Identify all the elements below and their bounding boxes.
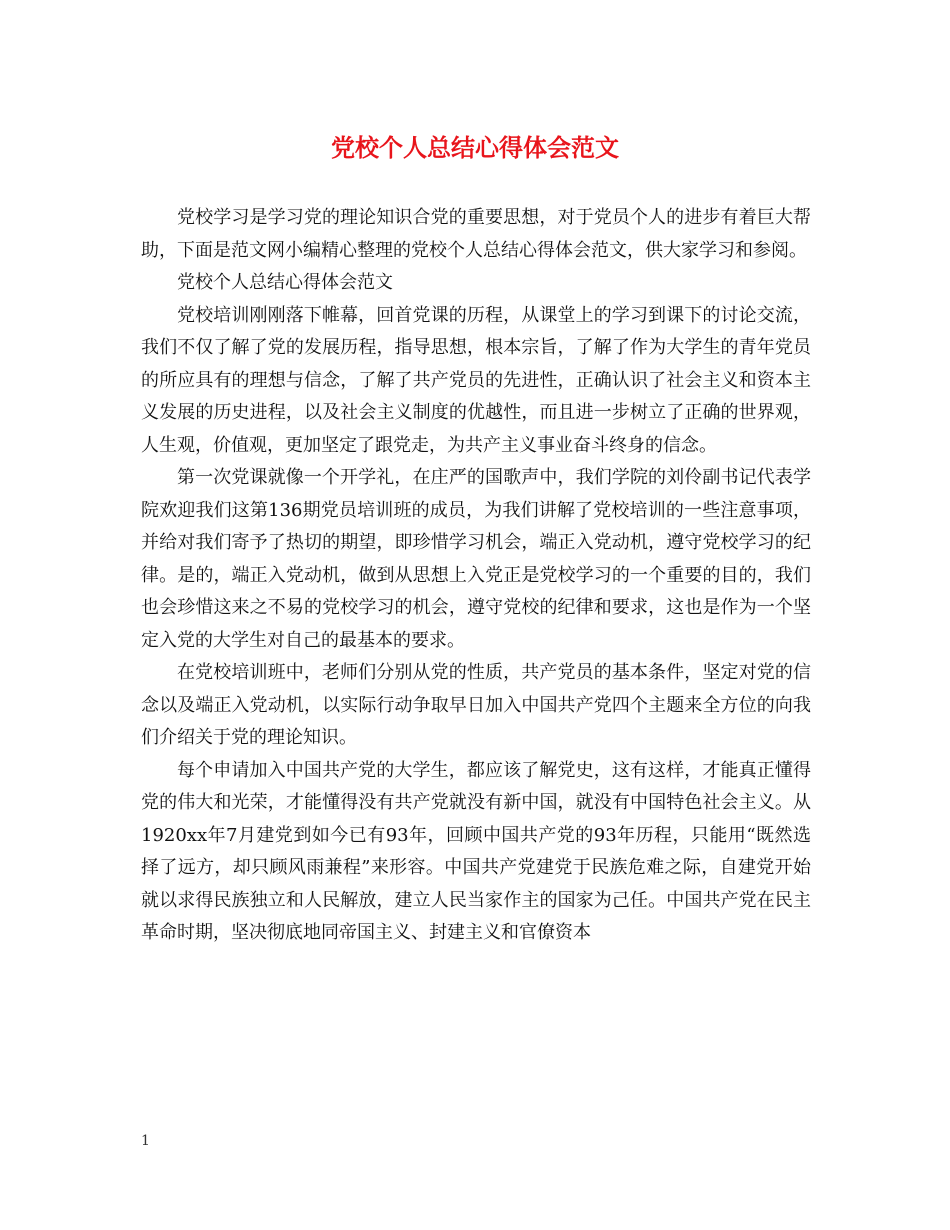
- document-body: [141, 202, 811, 950]
- paragraph-intro: 党校学习是学习党的理论知识合党的重要思想，对于党员个人的进步有着巨大帮助，下面是范文网小编精心整理的党校个人总结心得体会范文，供大家学习和参阅。: [141, 207, 811, 261]
- paragraph-course-topics: 在党校培训班中，老师们分别从党的性质，共产党员的基本条件，坚定对党的信念以及端正入党动机，以实际行动争取早日加入中国共产党四个主题来全方位的向我们介绍关于党的理论知识。: [141, 662, 811, 748]
- paragraph-training-review: 党校培训刚刚落下帷幕，回首党课的历程，从课堂上的学习到课下的讨论交流，我们不仅了解了党的发展历程，指导思想，根本宗旨，了解了作为大学生的青年党员的所应具有的理想与信念，了解了共产党员的先进性，正确认识了社会主义和资本主义发展的历史进程，以及社会主义制度的优越性，而且进一步树立了正确的世界观，人生观，价值观，更加坚定了跟党走，为共产主义事业奋斗终身的信念。: [141, 304, 811, 456]
- paragraph-party-history: 每个申请加入中国共产党的大学生，都应该了解党史，这有这样，才能真正懂得党的伟大和光荣，才能懂得没有共产党就没有新中国，就没有中国特色社会主义。从1920xx年7月建党到如今已有93年，回顾中国共产党的93年历程，只能用“既然选择了远方，却只顾风雨兼程”来形容。中国共产党建党于民族危难之际，自建党开始就以求得民族独立和人民解放，建立人民当家作主的国家为己任。中国共产党在民主革命时期，坚决彻底地同帝国主义、封建主义和官僚资本: [141, 759, 811, 943]
- paragraph-first-lesson: 第一次党课就像一个开学礼，在庄严的国歌声中，我们学院的刘伶副书记代表学院欢迎我们这第136期党员培训班的成员，为我们讲解了党校培训的一些注意事项，并给对我们寄予了热切的期望，即珍惜学习机会，端正入党动机，遵守党校学习的纪律。是的，端正入党动机，做到从思想上入党正是党校学习的一个重要的目的，我们也会珍惜这来之不易的党校学习的机会，遵守党校的纪律和要求，这也是作为一个坚定入党的大学生对自己的最基本的要求。: [141, 467, 811, 651]
- paragraph-subtitle: 党校个人总结心得体会范文: [177, 272, 393, 293]
- document-title: 党校个人总结心得体会范文: [331, 133, 619, 162]
- page-number: 1: [141, 1133, 150, 1149]
